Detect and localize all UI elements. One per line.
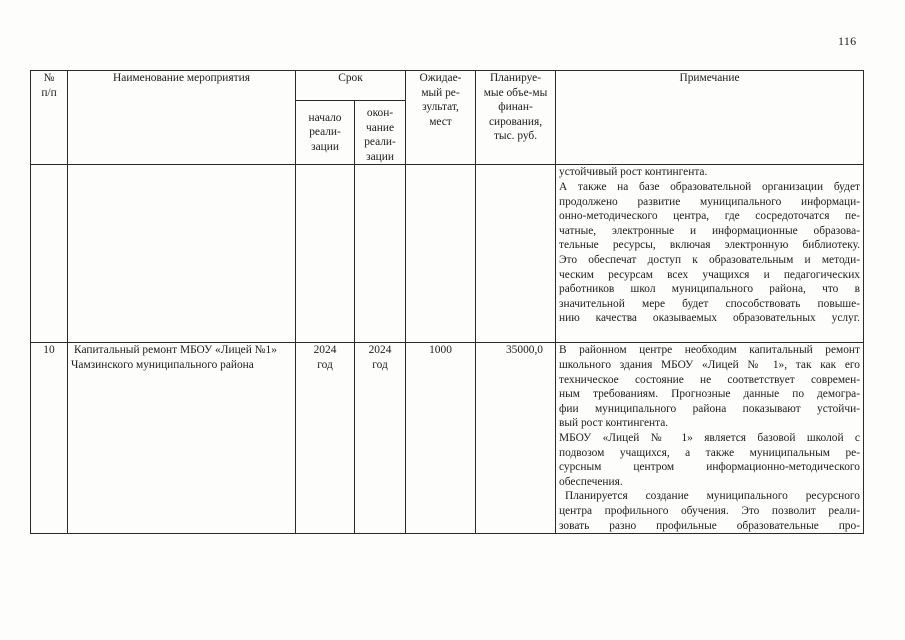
header-name: Наименование мероприятия <box>68 71 296 165</box>
note-line: тельные ресурсы, включая электронную библиотеку. <box>559 239 860 252</box>
cont-end <box>355 165 406 343</box>
header-start <box>296 101 355 165</box>
note-line: подвозом учащихся, а также муниципальным ре- <box>559 446 860 459</box>
note-line: нию качества оказываемых образовательных услуг. <box>559 312 860 325</box>
note-line: зовать разно профильные образовательные про- <box>559 519 860 532</box>
cont-note <box>556 165 864 343</box>
note-line: сурсным центром информационно-методического <box>559 461 860 474</box>
note-line: В районном центре необходим капитальный ремонт <box>559 344 860 357</box>
header-end-text: окон-чание реали-зации <box>364 107 396 163</box>
row-name: Капитальный ремонт МБОУ «Лицей №1» Чамзинского муниципального района <box>68 343 296 534</box>
note-line: чатные, электронные и информационные образова- <box>559 224 860 237</box>
note-line: значительной мере будет способствовать повышe- <box>559 297 860 310</box>
row-note <box>556 343 864 534</box>
header-start-text: начало реали-зации <box>308 111 342 153</box>
cont-num <box>31 165 68 343</box>
note-line: ческим ресурсам всех учащихся и педагогических <box>559 268 860 281</box>
row-num: 10 <box>31 343 68 534</box>
row-result: 1000 <box>406 343 476 534</box>
header-num-text: № п/п <box>41 72 57 99</box>
header-funding <box>476 71 556 165</box>
cont-start <box>296 165 355 343</box>
header-row-top <box>31 71 864 101</box>
table-row <box>31 343 864 534</box>
note-line: работников школ муниципального района, что в <box>559 283 860 296</box>
events-table <box>30 70 864 534</box>
note-line: школьного здания МБОУ «Лицей № 1», так как его <box>559 358 860 371</box>
note-line: Это обеспечат доступ к образовательным и методи- <box>559 253 860 266</box>
note-line: МБОУ «Лицей № 1» является базовой школой с <box>559 431 860 444</box>
note-line: обеспечения. <box>559 475 623 488</box>
note-line: А также на базе образовательной организации будет <box>559 180 860 193</box>
note-line: вый рост контингента. <box>559 417 669 430</box>
cont-result <box>406 165 476 343</box>
header-num <box>31 71 68 165</box>
note-line: фии муниципального района показывают устойчи- <box>559 402 860 415</box>
row-funding: 35000,0 <box>476 343 556 534</box>
row-end <box>355 343 406 534</box>
row-end-text: 2024 год <box>368 344 392 371</box>
note-line: онно-методического центра, где сосредоточатся пе- <box>559 210 860 223</box>
row-start <box>296 343 355 534</box>
row-start-text: 2024 год <box>313 344 337 371</box>
cont-funding <box>476 165 556 343</box>
page-number: 116 <box>838 34 857 48</box>
note-line: техническое состояние не соответствует современ- <box>559 373 860 386</box>
note-line: устойчивый рост контингента. <box>559 166 708 179</box>
header-end <box>355 101 406 165</box>
cont-name <box>68 165 296 343</box>
note-line: Планируется создание муниципального ресурсного <box>565 490 860 503</box>
header-result-text: Ожидае-мый ре-зультат, мест <box>419 72 462 128</box>
header-note: Примечание <box>556 71 864 165</box>
continuation-row <box>31 165 864 343</box>
note-line: ным требованиям. Прогнозные данные по демогра- <box>559 388 860 401</box>
note-line: продолжено развитие муниципального информаци- <box>559 195 860 208</box>
note-line: центра профильного обучения. Это позволит реали- <box>559 504 860 517</box>
header-term: Срок <box>296 71 406 101</box>
header-result <box>406 71 476 165</box>
header-funding-text: Планируе-мые объе-мы финан-сирования, тыс. руб. <box>483 72 548 143</box>
